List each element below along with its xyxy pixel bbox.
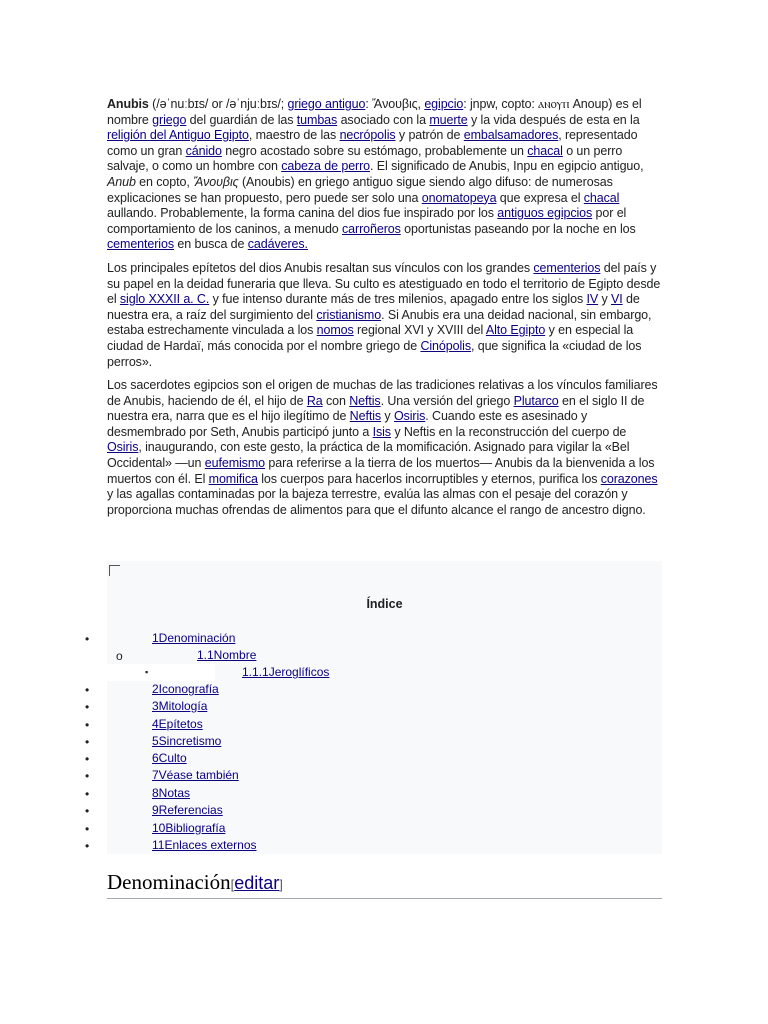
epithets-paragraph [107,261,663,370]
text: : Ἄνουβις, [365,97,425,111]
text: y [598,292,611,307]
link-carroneros[interactable]: carroñeros [342,221,401,236]
toc-item-epitetos[interactable]: 4Epítetos [152,717,203,731]
text: los cuerpos para hacerlos incorruptibles y eternos, purifica los [257,471,601,486]
toc-item-iconografia[interactable]: 2Iconografía [152,682,219,696]
text: Los principales epítetos del dios Anubis resaltan sus vínculos con los grandes [107,260,534,275]
edit-bracket-close: ] [279,877,283,892]
bullet-disc-icon: • [85,718,90,732]
bullet-disc-icon: • [85,683,90,697]
bullet-disc-icon: • [85,839,90,853]
link-osiris[interactable]: Osiris [107,440,139,455]
text: : jnpw, copto: ⲁⲛⲟⲩⲡ Anoup) es el nombre [107,97,642,127]
text: que expresa el [496,190,584,205]
bullet-disc-icon: • [85,752,90,766]
link-muerte[interactable]: muerte [429,112,468,127]
link-cabeza-de-perro[interactable]: cabeza de perro [281,159,371,174]
link-antiguos-egipcios[interactable]: antiguos egipcios [497,206,593,221]
link-cristianismo[interactable]: cristianismo [316,307,382,322]
toc-item-bibliografia[interactable]: 10Bibliografía [152,821,226,835]
link-siglo-xxxii[interactable]: siglo XXXII a. C. [119,292,210,307]
text: en el siglo II de nuestra era, narra que es el hijo ilegítimo de [107,393,645,424]
link-cementerios[interactable]: cementerios [107,237,174,252]
link-momifica[interactable]: momifica [208,471,258,486]
link-iv[interactable]: IV [586,292,599,307]
link-vi[interactable]: VI [611,292,623,307]
toc-gap [85,664,215,681]
text: y las agallas contaminadas por la bajeza terrestre, evalúa las almas con el pesaje del corazón y proporciona muchas ofrendas de alimentos para que el difunto alcance el rango de ancestro digno. [107,487,646,517]
text: asociado con la [337,112,430,127]
toc-item-denominacion[interactable]: 1Denominación [152,631,236,645]
link-necropolis[interactable]: necrópolis [339,128,396,143]
link-embalsamadores[interactable]: embalsamadores [463,128,559,143]
text: en copto, [135,174,194,189]
link-egipcio[interactable]: egipcio [424,97,464,111]
link-onomatopeya[interactable]: onomatopeya [421,190,497,205]
link-griego[interactable]: griego [152,112,187,127]
link-nomos[interactable]: nomos [316,323,354,338]
text: del guardián de las [186,112,297,127]
text: y Neftis en la reconstrucción del cuerpo de [390,424,627,439]
text: , que significa la «ciudad de los perros». [107,338,642,369]
toc-toggle-checkbox-icon[interactable] [109,565,120,576]
link-osiris[interactable]: Osiris [393,409,426,424]
toc-item-jeroglificos[interactable]: 1.1.1Jeroglíficos [242,665,330,679]
link-cementerios[interactable]: cementerios [533,260,601,275]
text: y patrón de [395,128,464,143]
toc-item-sincretismo[interactable]: 5Sincretismo [152,734,222,748]
text: (/əˈnuːbɪs/ or /əˈnjuːbɪs/; [148,97,288,111]
edit-bracket-open: [ [230,877,235,892]
toc-title: Índice [366,597,403,611]
text: aullando. Probablemente, la forma canina del dios fue inspirado por los [107,206,498,221]
text: para referirse a la tierra de los muertos— Anubis da la bienvenida a los muertos con él. El [107,456,655,486]
bullet-disc-icon: • [85,735,90,749]
section-heading-text: Denominación [107,870,231,894]
link-chacal[interactable]: chacal [527,143,563,158]
bullet-disc-icon: • [85,700,90,714]
text: . Si Anubis era una deidad nacional, sin embargo, estaba estrechamente vinculada a los [107,307,652,338]
text: , maestro de las [248,128,340,143]
text: Los sacerdotes egipcios son el origen de muchas de las tradiciones relativas a los vínculos familiares de Anubis, haciendo de él, el hijo de [107,378,658,408]
text: . Cuando este es asesinado y desmembrado por Seth, Anubis participó junto a [107,409,588,439]
bullet-circle-icon: o [116,649,123,663]
text: y fue intenso durante más de tres milenios, apagado entre los siglos [209,292,587,307]
text: regional XVI y XVIII del [353,323,486,338]
section-heading-denominacion [107,870,662,899]
text: o un perro salvaje, o como un hombre con [107,143,623,174]
toc-item-referencias[interactable]: 9Referencias [152,803,223,817]
link-canido[interactable]: cánido [185,143,222,158]
toc-list-background [107,611,662,854]
link-plutarco[interactable]: Plutarco [513,393,559,408]
text: . Una versión del griego [380,393,514,408]
toc-item-enlaces-externos[interactable]: 11Enlaces externos [152,838,257,852]
text: y la vida después de esta en la [467,112,640,127]
text: , inaugurando, con este gesto, la práctica de la momificación. Asignado para vigilar la «Bel Occidental» —un [107,440,630,471]
link-neftis[interactable]: Neftis [349,409,382,424]
italic-text: Ἄνουβις [193,174,239,189]
text: , representado como un gran [107,128,638,158]
link-chacal[interactable]: chacal [583,190,620,205]
link-griego-antiguo[interactable]: griego antiguo [287,97,366,111]
bullet-disc-icon: • [85,787,90,801]
intro-paragraph [107,97,663,253]
link-religion-antiguo-egipto[interactable]: religión del Antiguo Egipto [107,128,249,143]
link-eufemismo[interactable]: eufemismo [204,456,265,471]
bullet-disc-icon: • [85,804,90,818]
link-ra[interactable]: Ra [306,393,323,408]
article-body [107,97,663,526]
text: y [381,409,394,424]
toc-item-mitologia[interactable]: 3Mitología [152,699,208,713]
bullet-disc-icon: • [85,822,90,836]
toc-item-vease-tambien[interactable]: 7Véase también [152,768,239,782]
text: (Anoubis) en griego antiguo sigue siendo algo difuso: de numerosas explicaciones se han propuesto, pero puede ser solo una [107,174,613,205]
text: negro acostado sobre su estómago, probablemente un [221,143,528,158]
toc-item-notas[interactable]: 8Notas [152,786,191,800]
bullet-disc-icon: • [85,769,90,783]
bullet-disc-icon: • [85,632,90,646]
article-subject: Anubis [107,97,149,111]
bullet-square-icon: ▪ [145,667,149,677]
link-isis[interactable]: Isis [372,424,391,439]
text: por el comportamiento de los caninos, a menudo [107,206,627,236]
table-of-contents [85,561,662,854]
link-corazones[interactable]: corazones [600,471,658,486]
italic-text: Anub [107,174,136,189]
toc-item-nombre[interactable]: 1.1Nombre [197,648,257,662]
edit-section-link[interactable]: editar [234,873,280,893]
text: y en especial la ciudad de Hardaï, más conocida por el nombre griego de [107,323,634,353]
text: con [322,393,350,408]
text: del país y su papel en la deidad funeraria que lleva. Su culto es atestiguado en todo el territorio de Egipto desde el [107,260,661,307]
link-alto-egipto[interactable]: Alto Egipto [485,323,546,338]
text: de nuestra era, a raíz del surgimiento del [107,292,640,322]
priests-paragraph [107,378,663,518]
toc-item-culto[interactable]: 6Culto [152,751,187,765]
link-cadaveres[interactable]: cadáveres. [247,237,308,252]
text: en busca de [174,237,248,252]
text: . El significado de Anubis, Inpu en egipcio antiguo, [370,159,644,174]
link-tumbas[interactable]: tumbas [296,112,338,127]
link-neftis[interactable]: Neftis [349,393,381,408]
text: oportunistas paseando por la noche en los [400,221,636,236]
link-cinopolis[interactable]: Cinópolis [420,338,471,353]
